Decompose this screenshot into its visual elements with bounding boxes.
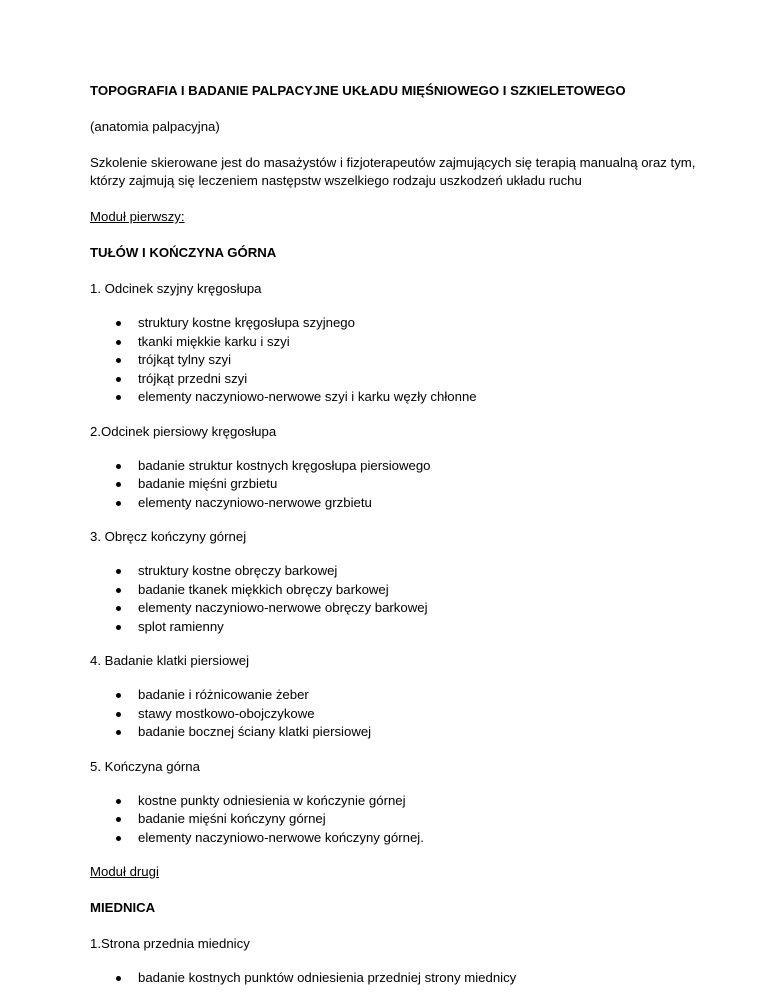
list-item: trójkąt przedni szyi xyxy=(90,370,708,389)
list-item: elementy naczyniowo-nerwowe kończyny górnej. xyxy=(90,829,708,848)
bullet-icon xyxy=(116,395,121,400)
section-heading: 3. Obręcz kończyny górnej xyxy=(90,529,247,544)
list-item: badanie kostnych punktów odniesienia przedniej strony miednicy xyxy=(90,969,708,988)
document-title: TOPOGRAFIA I BADANIE PALPACYJNE UKŁADU MIĘŚNIOWEGO I SZKIELETOWEGO xyxy=(90,83,626,98)
bullet-icon xyxy=(116,836,121,841)
section-heading: 5. Kończyna górna xyxy=(90,758,200,774)
module-1-label: Moduł pierwszy: xyxy=(90,209,185,224)
bullet-icon xyxy=(116,321,121,326)
list-item: badanie bocznej ściany klatki piersiowej xyxy=(90,723,708,742)
list-item: elementy naczyniowo-nerwowe obręczy barkowej xyxy=(90,599,708,618)
list-item: struktury kostne kręgosłupa szyjnego xyxy=(90,314,708,333)
bullet-icon xyxy=(116,625,121,630)
module-2-label: Moduł drugi xyxy=(90,864,159,879)
bullet-list xyxy=(90,457,708,513)
list-item: stawy mostkowo-obojczykowe xyxy=(90,705,708,724)
bullet-list xyxy=(90,314,708,407)
bullet-icon xyxy=(116,976,121,981)
list-item: badanie i różnicowanie żeber xyxy=(90,686,708,705)
section-heading: 1. Odcinek szyjny kręgosłupa xyxy=(90,281,262,296)
list-item: splot ramienny xyxy=(90,618,708,637)
list-item: elementy naczyniowo-nerwowe szyi i karku węzły chłonne xyxy=(90,388,708,407)
list-item: badanie mięśni kończyny górnej xyxy=(90,810,708,829)
bullet-list xyxy=(90,969,708,988)
bullet-icon xyxy=(116,730,121,735)
list-item: elementy naczyniowo-nerwowe grzbietu xyxy=(90,494,708,513)
bullet-icon xyxy=(116,501,121,506)
bullet-icon xyxy=(116,712,121,717)
document-subtitle: (anatomia palpacyjna) xyxy=(90,119,220,134)
bullet-icon xyxy=(116,569,121,574)
bullet-list xyxy=(90,792,708,848)
bullet-icon xyxy=(116,482,121,487)
bullet-icon xyxy=(116,606,121,611)
intro-paragraph: Szkolenie skierowane jest do masażystów i fizjoterapeutów zajmujących się terapią manualną oraz tym, którzy zajmują się leczeniem następstw wszelkiego rodzaju uszkodzeń układu ruchu xyxy=(90,155,696,188)
list-item: struktury kostne obręczy barkowej xyxy=(90,562,708,581)
bullet-list xyxy=(90,562,708,636)
list-item: badanie tkanek miękkich obręczy barkowej xyxy=(90,581,708,600)
module-2-heading: MIEDNICA xyxy=(90,900,156,915)
list-item: tkanki miękkie karku i szyi xyxy=(90,333,708,352)
bullet-icon xyxy=(116,377,121,382)
bullet-icon xyxy=(116,693,121,698)
section-heading: 4. Badanie klatki piersiowej xyxy=(90,653,250,668)
bullet-icon xyxy=(116,817,121,822)
list-item: trójkąt tylny szyi xyxy=(90,351,708,370)
list-item: kostne punkty odniesienia w kończynie górnej xyxy=(90,792,708,811)
bullet-icon xyxy=(116,358,121,363)
bullet-icon xyxy=(116,799,121,804)
list-item: badanie struktur kostnych kręgosłupa piersiowego xyxy=(90,457,708,476)
bullet-list xyxy=(90,686,708,742)
module-1-heading: TUŁÓW I KOŃCZYNA GÓRNA xyxy=(90,245,277,260)
list-item: badanie mięśni grzbietu xyxy=(90,475,708,494)
bullet-icon xyxy=(116,340,121,345)
bullet-icon xyxy=(116,588,121,593)
bullet-icon xyxy=(116,464,121,469)
section-heading: 1.Strona przednia miednicy xyxy=(90,936,250,951)
section-heading: 2.Odcinek piersiowy kręgosłupa xyxy=(90,423,277,439)
